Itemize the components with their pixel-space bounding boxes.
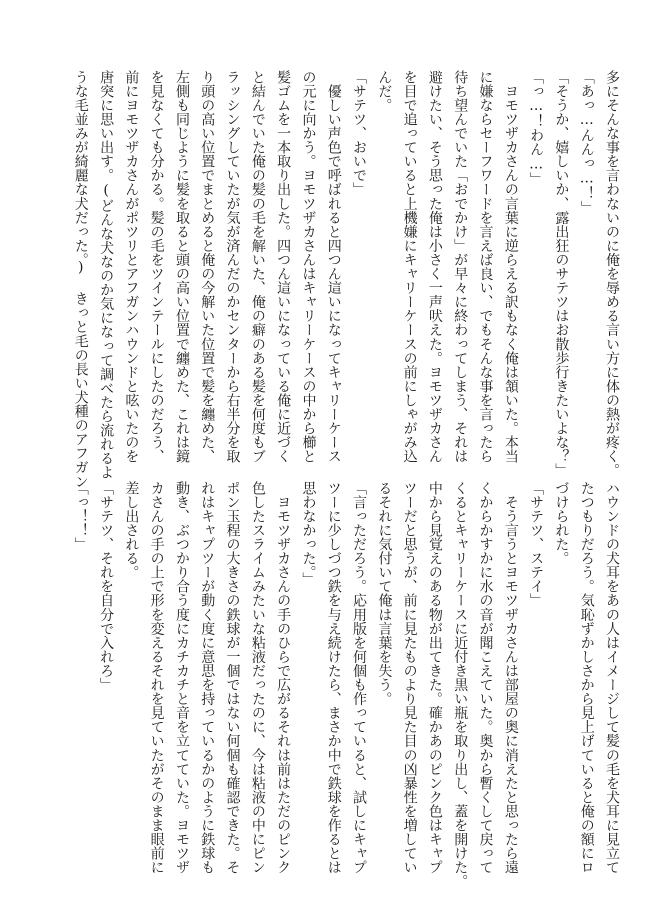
text-line: ラッシングしていたが気が済んだのかセンターから右半分を取 [224, 70, 241, 464]
text-line: くるとキャリーケースに近付き黒い瓶を取り出し、蓋を開けた。 [452, 481, 469, 889]
text-line: 動き、ぶつかり合う度にカチカチと音を立てていた。ヨモツザ [173, 481, 190, 875]
text-line: り頭の高い位置でまとめると俺の今解いた位置で髪を纏めた、 [199, 70, 216, 464]
text-line: ポン玉程の大きさの鉄球が一個ではない何個も確認できた。そ [224, 481, 241, 875]
text-line: の元に向かう。ヨモツザカさんはキャリーケースの中から櫛と [300, 70, 317, 464]
lower-text-block [67, 481, 624, 889]
text-line: 優しい声色で呼ばれると四つん這いになってキャリーケース [325, 70, 342, 464]
text-line: 左側も同じように髪を取ると頭の高い位置で纏めた、これは鏡 [173, 70, 190, 464]
text-line: 「サテツ、ステイ」 [528, 481, 545, 608]
text-line: 多にそんな事を言わないのに俺を辱める言い方に体の熱が疼く。 [604, 70, 620, 478]
text-line: るそれに気付いて俺は言葉を失う。 [376, 481, 393, 706]
text-line: 「そうか、嬉しいか、露出狂のサテツはお散歩行きたいよな？」 [553, 70, 570, 478]
text-line: くからかすかに水の音が聞こえていた。奥から暫くして戻って [477, 481, 494, 875]
text-line: 「っ！！」 [72, 481, 89, 552]
text-line: ツーだと思うが、前に見たものより見た目の凶暴性を増してい [401, 481, 418, 875]
text-line: を見なくても分かる。髪の毛をツインテールにしたのだろう、 [148, 70, 165, 464]
text-line: れはキャプツーが動く度に意思を持っているかのように鉄球も [199, 481, 216, 875]
text-line: 「っ…！わん…」 [528, 70, 545, 187]
text-line: ヨモツザカさんの手のひらで広がるそれは前はただのピンク [275, 481, 292, 875]
text-line: カさんの手の上で形を変えるそれを見ていたがそのまま眼前に [148, 481, 165, 875]
text-line: ヨモツザカさんの言葉に逆らえる訳もなく俺は頷いた。本当 [502, 70, 519, 464]
text-line: 待ち望んでいた「おでかけ」が早々に終わってしまう、それは [452, 70, 469, 464]
text-line: 唐突に思い出す。(どんな犬なのか気になって調べたら流れるよ [98, 70, 115, 480]
text-line: そう言うとヨモツザカさんは部屋の奥に消えたと思ったら遠 [502, 481, 519, 875]
text-line: 色したスライムみたいな粘液だったのに、今は粘液の中にピン [249, 481, 266, 875]
text-line: を目で追っていると上機嫌にキャリーケースの前にしゃがみ込 [401, 70, 418, 464]
text-line: 思わなかった。」 [300, 481, 317, 587]
text-line: うな毛並みが綺麗な犬だった。) きっと毛の長い犬種のアフガン [72, 70, 89, 489]
text-line: と結んでいた俺の髪の毛を解いた、俺の癖のある髪を何度もブ [249, 70, 266, 464]
text-line: 「言っただろう。応用版を何個も作っていると、試しにキャプ [351, 481, 368, 875]
text-line: 「サテツ、おいで」 [351, 70, 368, 197]
text-line: たつもりだろう。気恥ずかしさから見上げていると俺の額にロ [578, 481, 595, 875]
text-line: 差し出される。 [123, 481, 140, 580]
text-line: ハウンドの犬耳をあの人はイメージして髪の毛を犬耳に見立て [604, 481, 620, 875]
text-line: 避けたい、そう思った俺は小さく一声吠えた。ヨモツザカさん [426, 70, 443, 464]
text-line: づけられた。 [553, 481, 570, 566]
text-line: ツーに少しづつ鉄を与え続けたら、まさか中で鉄球を作るとは [325, 481, 342, 875]
text-line: 中から見覚えのある物が出てきた。確かあのピンク色はキャプ [426, 481, 443, 875]
text-line: 前にヨモツザカさんがポツリとアフガンハウンドと呟いたのを [123, 70, 140, 464]
upper-text-block [67, 70, 624, 489]
text-line: 髪ゴムを一本取り出した。四つん這いになっている俺に近づく [275, 70, 292, 464]
text-line: 「あっ…んんっ…！」 [578, 70, 595, 215]
text-line: に嫌ならセーフワードを言えば良い、でもそんな事を言ったら [477, 70, 494, 464]
text-line: 「サテツ、それを自分で入れろ」 [98, 481, 115, 692]
text-line: んだ。 [376, 70, 393, 113]
